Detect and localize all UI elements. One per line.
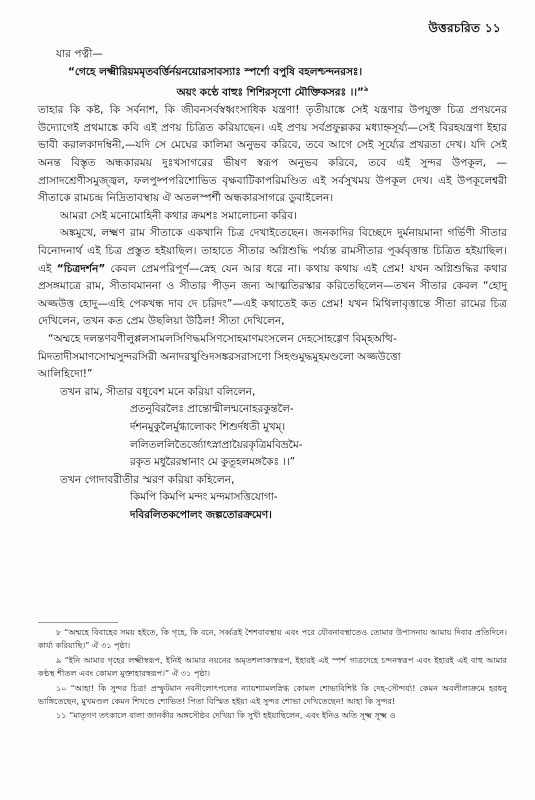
paragraph-3-start: অঙ্কমুখে, লক্ষ্মণ রাম সীতাকে একখানি চিত্র দেখাইতেছেন। জনকাদির বিচ্ছেদে দুর্মনায়মানা গর্ভিণী সীতার বিনোদনার্থ এই চিত্র প্রস্তুত হইয়াছিল। তাহাতে সীতার অগ্নিশুদ্ধি পর্য্যন্ত রামসীতার পূর্ব্ববৃত্তান্ত চিত্রিত হইয়াছিল। এই [38, 227, 507, 275]
prakrit-line-1: “অম্মহে দলন্তণবণীলুপ্পলসামলসিণিদ্ধমসিণসোহমাণমংসলেন দেহসোহগ্গেণ বিম্হঅত্থি- [48, 332, 397, 345]
verse-1-text: অয়ং কণ্ঠে বাহুঃ শিশিরসৃণো মৌক্তিকসরঃ ।।” [176, 86, 364, 99]
main-text [38, 46, 507, 525]
chitradarshan-quote: “চিত্রদর্শন” [56, 262, 106, 275]
paragraph-2: আমরা সেই মনোমোহিনী কথার ক্রমশঃ সমালোচনা করিব। [60, 209, 297, 222]
verse-3-line-1: কিমপি কিমপি মন্দং মন্দমাসত্তিযোগা- [130, 491, 278, 504]
paragraph-3-end: কেবল প্রেমপরিপূর্ণ—স্নেহ যেন আর ধরে না। কথায় কথায় এই প্রেম! যখন অগ্নিশুদ্ধির কথার প্রসঙ্গমাত্রে রাম, সীতাবমাননা ও সীতার পীড়ন জন্য আত্মতিরস্কার করিতেছিলেন—তখন সীতার কেবল “হোদু অজ্জউত্ত হোদু—এহি পেকখন্ধ দাব দে চরিদং”—এই কথাতেই কত প্রেম! যখন মিথিলাবৃত্তান্তে সীতা রামের চিত্র দেখিলেন, তখন কত প্রেম উছলিয়া উঠিল! সীতা দেখিলেন, [38, 262, 507, 328]
footnote-9: ৯ “ইনি আমার গৃহের লক্ষ্মীস্বরূপ, ইনিই আমার নয়নের অমৃতশলাকাস্বরূপ, ইহারই এই স্পর্শ গাত্রদেহে চন্দনস্বরূপ এবং ইহারই এই বাহু আমার কণ্ঠস্থ শীতল এবং কোমল মুক্তাহারস্বরূপ।” ঐ ৩১ পৃষ্ঠা। [38, 654, 507, 679]
footnote-divider [38, 622, 118, 623]
running-header: উত্তরচরিত ১১ [428, 21, 501, 35]
paragraph-1: তাহার কি কষ্ট, কি সর্বনাশ, কি জীবনসর্বস্বধ্বংসাধিক যন্ত্রণা! তৃতীয়াঙ্কে সেই যন্ত্রণার উপযুক্ত চিত্র প্রণয়নের উদ্যোগেই প্রথমাঙ্কে কবি এই প্রণয় চিত্রিত করিয়াছেন। এই প্রণয় সর্বপ্রফুল্লকর মধ্যাহ্নসূর্য্য—সেই বিরহযন্ত্রণা ইহার ভাবী করালকাদম্বিনী,—যদি সে মেঘের কালিমা অনুভব করিবে, তবে আগে সেই সূর্য্যের প্রখরতা দেখ। যদি সেই অনন্ত বিস্তৃত অন্ধকারময় দুঃখসাগরের ভীষণ স্বরূপ অনুভব করিবে, তবে এই সুন্দর উপকূল, —প্রাসাদশ্রেণীসমুজ্জ্বল, ফলপুষ্পপরিশোভিত বৃক্ষবাটিকাপরিমণ্ডিত এই সর্বসুখময় উপকূল দেখ। এই উপকূলেশ্বরী সীতাকে রামচন্দ্র নিদ্রিতাবস্থায় ঐ অতলস্পর্শী অন্ধকারসাগরে ডুবাইলেন। [38, 104, 507, 205]
verse-2-line-3: ললিতললিতৈর্জ্যোৎস্নাপ্রায়ৈরকৃত্রিমবিভ্রমৈ- [130, 438, 303, 451]
paragraph-3 [38, 225, 507, 331]
paragraph-4: তখন রাম, সীতার বধূবেশ মনে করিয়া বলিলেন, [60, 385, 256, 398]
footnote-11: ১১ “মাতৃগণ তৎকালে বালা জানকীর অঙ্গসৌষ্ঠব দেখিয়া কি সুখী হইয়াছিলেন, এবং ইনিও অতি সূক্ষ্ম সূক্ষ্ম ও [56, 710, 396, 721]
verse-2-line-4: রকৃত মধুরৈরম্বানাং মে কুতূহলমঙ্গকৈঃ ।।” [130, 456, 296, 469]
intro-line: যার পত্নী— [56, 48, 103, 60]
footnote-8: ৮ “অম্মহে বিবাহের সময় হইতে, কি গৃহে, কি বনে, সর্ব্বত্রই শৈশবাবস্থায় এবং পরে যৌবনাবস্থাতেও তোমার উপাসনায় আমায় দিবার প্রতিদিনে। কার্য্য করিয়াছি।” ঐ ৩১ পৃষ্ঠা। [38, 627, 507, 651]
paragraph-5: তখন গোদাবরীতীর স্মরণ করিয়া কহিলেন, [60, 473, 235, 486]
footnotes [38, 626, 507, 724]
footnote-10: ১০ “আহা! কি সুন্দর চিত্র! প্রস্ফুটমান নবনীলোৎপলের ন্যায়শ্যামলস্নিগ্ধ কোমল শোভাবিশিষ্ট কি দেহ-সৌন্দর্য্য! কেমন অবলীলাক্রমে হরধনু ভাঙ্গিতেছেন, মুখমণ্ডল কেমন শিখণ্ডে শোভিত! পিতা বিস্মিত হইয়া এই সুন্দর শোভা দেখিতেছেন! আহা কি সুন্দর! [38, 682, 507, 707]
prakrit-line-2: মিদতাদীসমাণসোম্মসুন্দরসিরী অনাদরখুণ্ডিদসঙ্করসরাসণো সিহণ্ডমুদ্ধমুহমণ্ডলো অজ্জউত্তো [38, 350, 401, 363]
footnote-ref-9: ৯ [363, 85, 369, 94]
sanskrit-verse-1-line-2 [38, 81, 507, 102]
prakrit-line-3: আলিহিদো!” [38, 368, 93, 381]
sanskrit-verse-1-line-1: “গেহে লক্ষ্মীরিয়মমৃতবর্ত্তির্নয়নয়োরসাবস্যাঃ স্পর্শো বপুষি বহলশ্চন্দনরসঃ। [68, 65, 363, 78]
verse-3-line-2: দবিরলিতকপোলং জল্পতোরক্রমেণ। [130, 508, 272, 521]
verse-2-line-1: প্রতনুবিরলৈঃ প্রান্তোন্মীলন্মনোহরকুন্তলৈ- [130, 403, 294, 416]
verse-2-line-2: র্দশনমুকুলৈর্মুগ্ধালোকং শিশুর্দধতী মুখম্। [130, 420, 286, 433]
